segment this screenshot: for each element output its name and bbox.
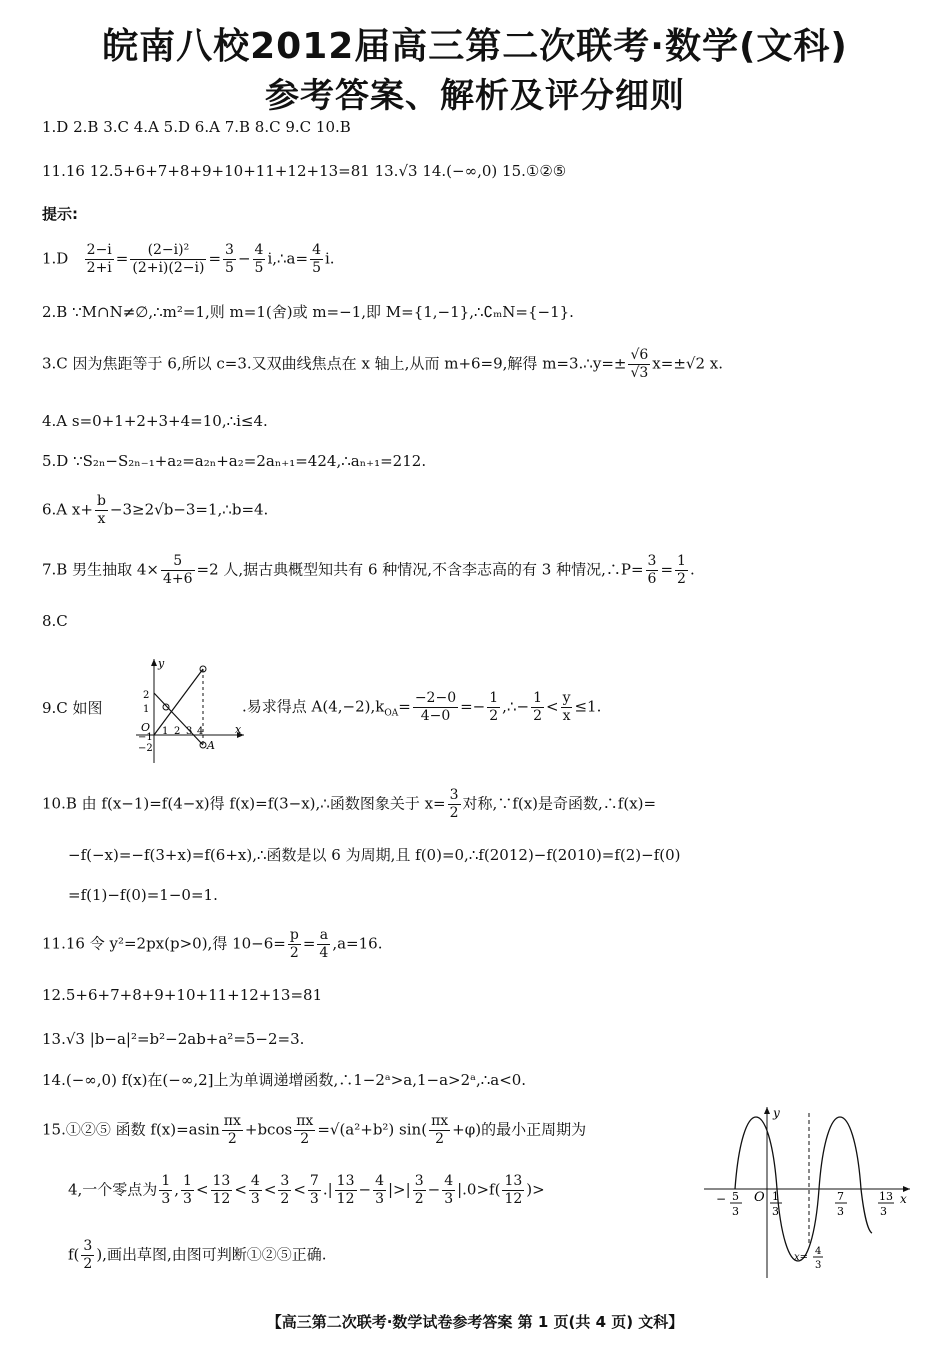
- tick-m53-den: 3: [732, 1205, 739, 1218]
- hint-8: 8.C: [42, 612, 68, 630]
- hint-4: 4.A s=0+1+2+3+4=10,∴i≤4.: [42, 412, 268, 430]
- graph9-y-label: y: [158, 657, 165, 670]
- tick-m53-num: 5: [732, 1190, 739, 1203]
- hint-9-graph: [132, 655, 248, 767]
- hint-5: 5.D ∵S₂ₙ−S₂ₙ₋₁+a₂=a₂ₙ+a₂=2aₙ₊₁=424,∴aₙ₊₁=212.: [42, 452, 427, 470]
- hint-15-line-1: 15.①②⑤ 函数 f(x)=asin $\frac{\pi x}{2}$ +bcos $\frac{\pi x}{2}$ =√(a²+b²) sin( $\frac{\pi x}{2}$ +φ)的最小正周期为: [42, 1113, 587, 1147]
- graph15-x-label: x: [900, 1192, 907, 1206]
- hint-12: 12.5+6+7+8+9+10+11+12+13=81: [42, 986, 323, 1004]
- graph9-tick-x-2: 2: [174, 726, 181, 737]
- hints-label: 提示:: [42, 205, 78, 223]
- hint-7: 7.B 男生抽取 4× $\frac{5}{4+6}$ =2 人,据古典概型知共有 6 种情况,不含李志高的有 3 种情况,∴P= $\frac{3}{6}$ = $\frac{1}{2}$ .: [42, 553, 695, 587]
- graph9-tick-y-m2: −2: [138, 743, 153, 754]
- tick-133-num: 13: [879, 1190, 893, 1203]
- tick-43-den: 3: [815, 1260, 822, 1271]
- hint-1: 1.D $\frac{2-i}{2+i}$ = $\frac{\text{(2−i)²}}{(2+i)(2-i)}$ = $\frac{3}{5}$ − $\frac{4}{5}$ i,∴a= $\frac{4}{5}$ i.: [42, 242, 335, 276]
- tick-x43-label: x=: [794, 1252, 809, 1263]
- tick-13-num: 1: [772, 1190, 779, 1203]
- tick-43-num: 4: [815, 1246, 822, 1257]
- graph9-tick-y-2: 2: [143, 690, 150, 701]
- y-axis-arrow-icon: [764, 1107, 770, 1114]
- tick-13-den: 3: [772, 1205, 779, 1218]
- graph9-tick-y-m1: −1: [138, 732, 153, 743]
- page-footer: 【高三第二次联考·数学试卷参考答案 第 1 页(共 4 页) 文科】: [266, 1313, 684, 1331]
- answers-row-1: 1.D 2.B 3.C 4.A 5.D 6.A 7.B 8.C 9.C 10.B: [42, 118, 351, 136]
- hint-11: 11.16 令 y²=2px(p>0),得 10−6= $\frac{p}{2}$ = $\frac{a}{4}$ ,a=16.: [42, 927, 383, 961]
- hint-10-line-3: =f(1)−f(0)=1−0=1.: [68, 886, 218, 904]
- hint-14: 14.(−∞,0) f(x)在(−∞,2]上为单调递增函数,∴1−2ᵃ>a,1−a>2ᵃ,∴a<0.: [42, 1071, 527, 1089]
- graph15-origin: O: [754, 1190, 765, 1205]
- graph15-y-label: y: [773, 1106, 780, 1120]
- graph9-x-label: x: [235, 723, 242, 736]
- graph9-tick-x-1: 1: [162, 726, 169, 737]
- answers-row-2: 11.16 12.5+6+7+8+9+10+11+12+13=81 13.√3 14.(−∞,0) 15.①②⑤: [42, 162, 567, 180]
- hint-6: 6.A x+ $\frac{b}{x}$ −3≥2√b−3=1,∴b=4.: [42, 493, 269, 527]
- graph9-tick-y-1: 1: [143, 704, 150, 715]
- tick-73-den: 3: [837, 1205, 844, 1218]
- page-subtitle: 参考答案、解析及评分细则: [265, 76, 685, 116]
- hint-3: 3.C 因为焦距等于 6,所以 c=3.又双曲线焦点在 x 轴上,从而 m+6=9,解得 m=3.∴y=± $\frac{√6}{√3}$ x=±√2 x.: [42, 347, 723, 381]
- hint-9: .易求得点 $A(4,-2),k_{OA}=$ $\frac{-2-0}{4-0}$ =− $\frac{1}{2}$ ,∴− $\frac{1}{2}$ < $\frac{y}{x}$ ≤1.: [242, 690, 602, 724]
- hint-15-graph: [700, 1103, 915, 1283]
- graph9-a-label: A: [207, 739, 215, 752]
- y-axis-arrow-icon: [151, 659, 157, 666]
- tick-133-den: 3: [880, 1205, 887, 1218]
- hint-10-line-2: −f(−x)=−f(3+x)=f(6+x),∴函数是以 6 为周期,且 f(0)=0,∴f(2012)−f(2010)=f(2)−f(0): [68, 846, 681, 864]
- graph9-tick-x-3: 3: [186, 726, 193, 737]
- tick-neg-sign: −: [716, 1192, 727, 1206]
- hint-13: 13.√3 |b−a|²=b²−2ab+a²=5−2=3.: [42, 1030, 305, 1048]
- hint-9-label: 9.C 如图: [42, 699, 103, 717]
- hint-15-line-2: 4,一个零点为 $\frac{1}{3}$ , $\frac{1}{3}$ < $\frac{13}{12}$ < $\frac{4}{3}$ < $\frac{3}{2}$ < $\frac{7}{3}$ .| $\frac{13}{12}$ − $\frac{4}{3}$ |>| $\frac{3}{2}$ − $\frac{4}{3}$ |.0>f( $\frac{13}{12}$ )>: [68, 1173, 545, 1207]
- tick-73-num: 7: [837, 1190, 844, 1203]
- line-oa: [154, 693, 203, 745]
- hint-15-line-3: f( $\frac{3}{2}$ ),画出草图,由图可判断①②⑤正确.: [68, 1238, 327, 1272]
- graph9-tick-x-4: 4: [197, 726, 204, 737]
- hint-2: 2.B ∵M∩N≠∅,∴m²=1,则 m=1(舍)或 m=−1,即 M={1,−1},∴∁ₘN={−1}.: [42, 303, 574, 321]
- page-title: 皖南八校2012届高三第二次联考·数学(文科): [102, 26, 848, 67]
- graph9-origin: O: [141, 721, 151, 734]
- hint-10-line-1: 10.B 由 f(x−1)=f(4−x)得 f(x)=f(3−x),∴函数图象关于 x= $\frac{3}{2}$ 对称,∵f(x)是奇函数,∴f(x)=: [42, 787, 657, 821]
